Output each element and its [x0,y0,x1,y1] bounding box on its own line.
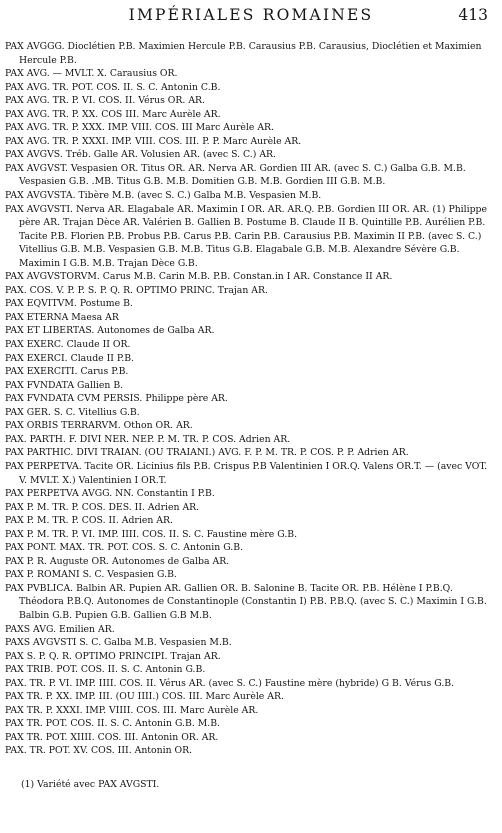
page-header [0,6,502,28]
index-entry: PAX EQVITVM. Postume B. [5,298,133,310]
index-entry: PAX PONT. MAX. TR. POT. COS. S. C. Antonin G.B. [5,542,244,554]
index-entry: PAX P. M. TR. P. COS. II. Adrien AR. [5,515,173,527]
index-entry: PAX AVG. — MVLT. X. Carausius OR. [5,68,178,80]
index-entry: PAX PARTHIC. DIVI TRAIAN. (OU TRAIANI.) AVG. F. P. M. TR. P. COS. P. P. Adrien AR. [5,447,409,459]
index-entry: PAX. TR. P. VI. IMP. IIII. COS. II. Vérus AR. (avec S. C.) Faustine mère (hybride) G B. Vérus G.B. [5,677,455,689]
index-entry: PAX EXERCI. Claude II P.B. [5,352,135,364]
index-entry: PAX S. P. Q. R. OPTIMO PRINCIPI. Trajan AR. [5,650,221,662]
index-entry: PAX AVG. TR. P. XXX. IMP. VIII. COS. III Marc Aurèle AR. [5,122,275,134]
index-entry: PAX FVNDATA Gallien B. [5,379,124,391]
index-entry: PAX AVGGG. Dioclétien P.B. Maximien Hercule P.B. Carausius P.B. Carausius, Dioclétien et Maximien Hercule P.B. [5,41,482,66]
page-number: 413 [458,6,488,24]
index-entry: PAX EXERCITI. Carus P.B. [5,366,129,378]
index-entry: PAX P. M. TR. P. VI. IMP. IIII. COS. II. S. C. Faustine mère G.B. [5,528,298,540]
index-entry: PAX PERPETVA AVGG. NN. Constantin I P.B. [5,488,215,500]
index-entry: PAXS AVGVSTI S. C. Galba M.B. Vespasien M.B. [5,637,232,649]
index-entry: PAXS AVG. Emilien AR. [5,623,115,635]
index-entry: PAX AVG. TR. P. VI. COS. II. Vérus OR. AR. [5,95,206,107]
index-entry: PAX AVG. TR. P. XX. COS III. Marc Aurèle AR. [5,108,221,120]
index-entry: PAX AVGVSTORVM. Carus M.B. Carin M.B. P.B. Constan.in I AR. Constance II AR. [5,271,393,283]
index-entry: PAX AVGVST. Vespasien OR. Titus OR. AR. Nerva AR. Gordien III AR. (avec S. C.) Galba G.B. M.B. Vespasien G.B. .MB. Titus G.B. M.B. Domitien G.B. M.B. Gordien III G.B. M.B. [5,162,466,188]
index-entry: PAX ETERNA Maesa AR [5,311,119,323]
index-entry: PAX ORBIS TERRARVM. Othon OR. AR. [5,420,193,432]
index-entry: PAX. TR. POT. XV. COS. III. Antonin OR. [5,745,193,757]
index-entry: PAX TRIB. POT. COS. II. S. C. Antonin G.B. [5,664,206,676]
index-entry: PAX P. R. Auguste OR. Autonomes de Galba AR. [5,555,230,567]
index-entry: PAX TR. POT. COS. II. S. C. Antonin G.B. M.B. [5,718,220,730]
index-entry: PAX AVGVSTA. Tibère M.B. (avec S. C.) Galba M.B. Vespasien M.B. [5,190,322,202]
index-entry: PAX FVNDATA CVM PERSIS. Philippe père AR. [5,393,228,405]
index-entry: PAX. COS. V. P. P. S. P. Q. R. OPTIMO PRINC. Trajan AR. [5,284,268,296]
index-entry: PAX EXERC. Claude II OR. [5,339,131,351]
index-entry: PAX ET LIBERTAS. Autonomes de Galba AR. [5,325,215,337]
index-entry: PAX P. M. TR. P. COS. DES. II. Adrien AR. [5,501,200,513]
index-entry: PAX TR. POT. XIIII. COS. III. Antonin OR. AR. [5,731,219,743]
footnote: (1) Variété avec PAX AVGSTI. [21,779,160,790]
index-entry: PAX AVGVS. Tréb. Galle AR. Volusien AR. (avec S. C.) AR. [5,149,277,161]
index-entry: PAX PVBLICA. Balbin AR. Pupien AR. Gallien OR. B. Salonine B. Tacite OR. P.B. Hélène I P.B.Q. Théodora P.B.Q. Autonomes de Constantinople (Constantin I) P.B. P.B.Q. (avec S. C.) Maximin I G.B. Balbin G.B. Pupien G.B. Gallien G.B M.B. [5,582,487,621]
index-entry: PAX TR. P. XX. IMP. III. (OU IIII.) COS. III. Marc Aurèle AR. [5,691,284,703]
index-entry: PAX GER. S. C. Vitellius G.B. [5,406,140,418]
index-entry: PAX P. ROMANI S. C. Vespasien G.B. [5,569,177,581]
legend-index [5,40,497,758]
index-entry: PAX. PARTH. F. DIVI NER. NEP. P. M. TR. P. COS. Adrien AR. [5,433,291,445]
index-entry: PAX AVG. TR. POT. COS. II. S. C. Antonin C.B. [5,81,221,93]
index-entry: PAX TR. P. XXXI. IMP. VIIII. COS. III. Marc Aurèle AR. [5,704,259,716]
index-entry: PAX AVG. TR. P. XXXI. IMP. VIII. COS. III. P. P. Marc Aurèle AR. [5,135,302,147]
page-title: IMPÉRIALES ROMAINES [128,6,374,24]
index-entry: PAX PERPETVA. Tacite OR. Licinius fils P.B. Crispus P.B Valentinien I OR.Q. Valens OR.T. — (avec VOT. V. MVLT. X.) Valentinien I OR.T. [5,460,488,486]
index-entry: PAX AVGVSTI. Nerva AR. Elagabale AR. Maximin I OR. AR. AR.Q. P.B. Gordien III OR. AR. (1) Philippe père AR. Trajan Dèce AR. Valérien B. Gallien B. Postume B. Claude II B. Quintille P.B. Aurélien P.B. Tacite P.B. Florien P.B. Probus P.B. Carus P.B. Carin P.B. Carausius P.B. Maximin II P.B. (avec S. C.) Vitellius G.B. M.B. Vespasien G.B. M.B. Titus G.B. Elagabale G.B. M.B. Alexandre Sévère G.B. Maximin I G.B. M.B. Trajan Dèce G.B. [5,203,488,269]
